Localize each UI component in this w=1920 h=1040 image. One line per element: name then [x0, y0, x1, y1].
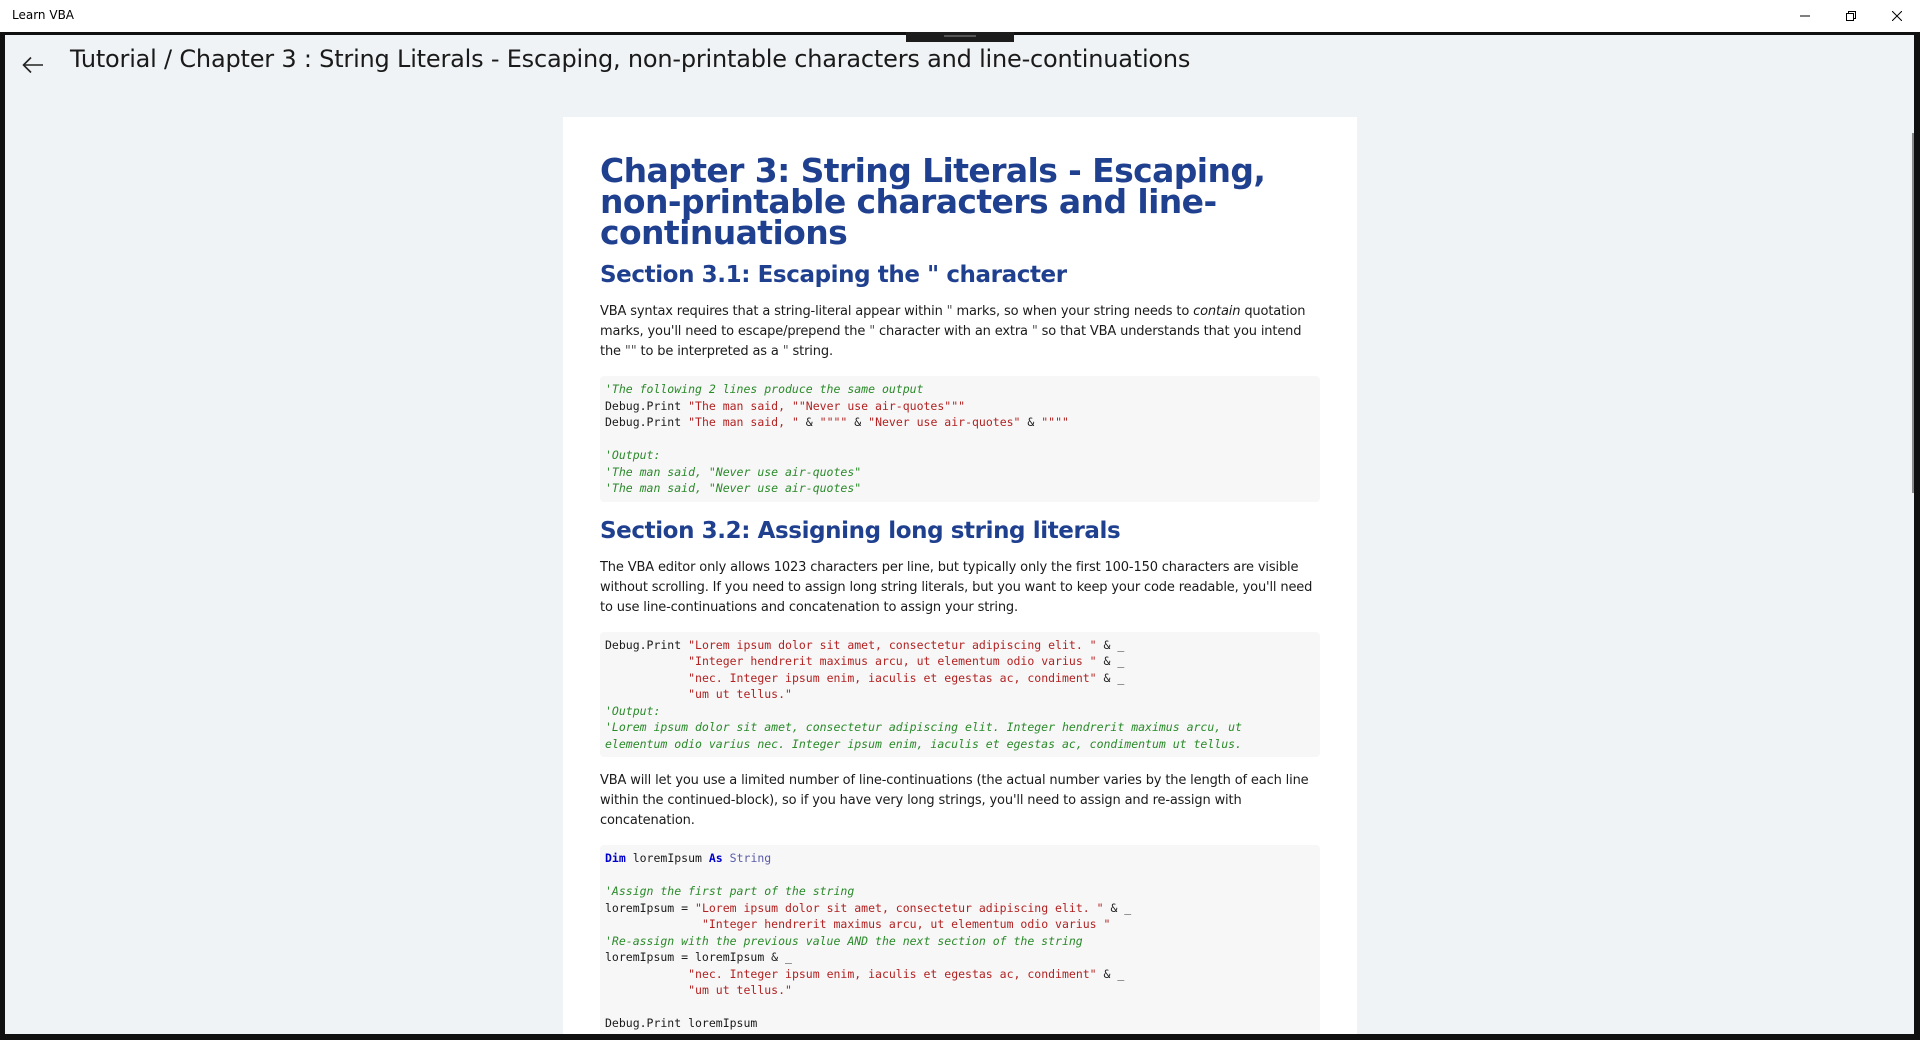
- app-title: Learn VBA: [12, 8, 75, 22]
- minimize-button[interactable]: [1782, 0, 1828, 32]
- section-3-2-heading: Section 3.2: Assigning long string literals: [600, 517, 1121, 544]
- back-button[interactable]: [17, 49, 49, 81]
- code-block-reassign: Dim loremIpsum As String 'Assign the first part of the string loremIpsum = "Lorem ipsum dolor sit amet, consectetur adipiscing elit. " & _ "Integer hendrerit maximus arcu, ut elementum odio varius " 'Re-assign with the previous value AND the next section of the string loremIpsum = loremIpsum & _ "nec. Integer ipsum enim, iaculis et egestas ac, condiment" & _ "um ut tellus." Debug.Print loremIpsum: [600, 845, 1320, 1034]
- back-arrow-icon: [22, 56, 44, 74]
- code-block-line-continuation: Debug.Print "Lorem ipsum dolor sit amet, consectetur adipiscing elit. " & _ "Integer hendrerit maximus arcu, ut elementum odio varius " & _ "nec. Integer ipsum enim, iaculis et egestas ac, condiment" & _ "um ut tellus." 'Output: 'Lorem ipsum dolor sit amet, consectetur adipiscing elit. Integer hendrerit maximus arcu, ut elementum odio varius nec. Integer ipsum enim, iaculis et egestas ac, condimentum ut tellus.: [600, 632, 1320, 758]
- section-3-2-paragraph-1: The VBA editor only allows 1023 characters per line, but typically only the first 100-150 characters are visible without scrolling. If you need to assign long string literals, but you want to keep your code readable, you'll need to use line-continuations and concatenation to assign your string.: [600, 559, 1313, 615]
- app-content: [5, 35, 1914, 1034]
- section-3-2-paragraph-2: VBA will let you use a limited number of line-continuations (the actual number varies by the length of each line within the continued-block), so if you have very long strings, you'll need to assign and re-assign with concatenation.: [600, 773, 1309, 828]
- code-block-escaping: 'The following 2 lines produce the same output Debug.Print "The man said, ""Never use air-quotes""" Debug.Print "The man said, " & """" & "Never use air-quotes" & """" 'Output: 'The man said, "Never use air-quotes" 'The man said, "Never use air-quotes": [600, 376, 1320, 502]
- close-icon: [1892, 11, 1902, 21]
- article-card: [563, 117, 1357, 1034]
- page-title: Tutorial / Chapter 3 : String Literals - Escaping, non-printable characters and line-continuations: [70, 45, 1191, 73]
- minimize-icon: [1800, 11, 1810, 21]
- vertical-scrollbar[interactable]: [1912, 133, 1914, 493]
- chapter-title: Chapter 3: String Literals - Escaping, non-printable characters and line-continuations: [600, 151, 1266, 252]
- section-3-1-heading: Section 3.1: Escaping the " character: [600, 262, 1067, 288]
- close-button[interactable]: [1874, 0, 1920, 32]
- title-drag-handle[interactable]: [906, 32, 1014, 42]
- restore-icon: [1846, 11, 1856, 21]
- section-3-1-paragraph: VBA syntax requires that a string-literal appear within " marks, so when your string needs to contain quotation marks, you'll need to escape/prepend the " character with an extra " so that VBA understands that you intend the "" to be interpreted as a " string.: [600, 304, 1306, 359]
- restore-button[interactable]: [1828, 0, 1874, 32]
- title-bar: [0, 0, 1920, 32]
